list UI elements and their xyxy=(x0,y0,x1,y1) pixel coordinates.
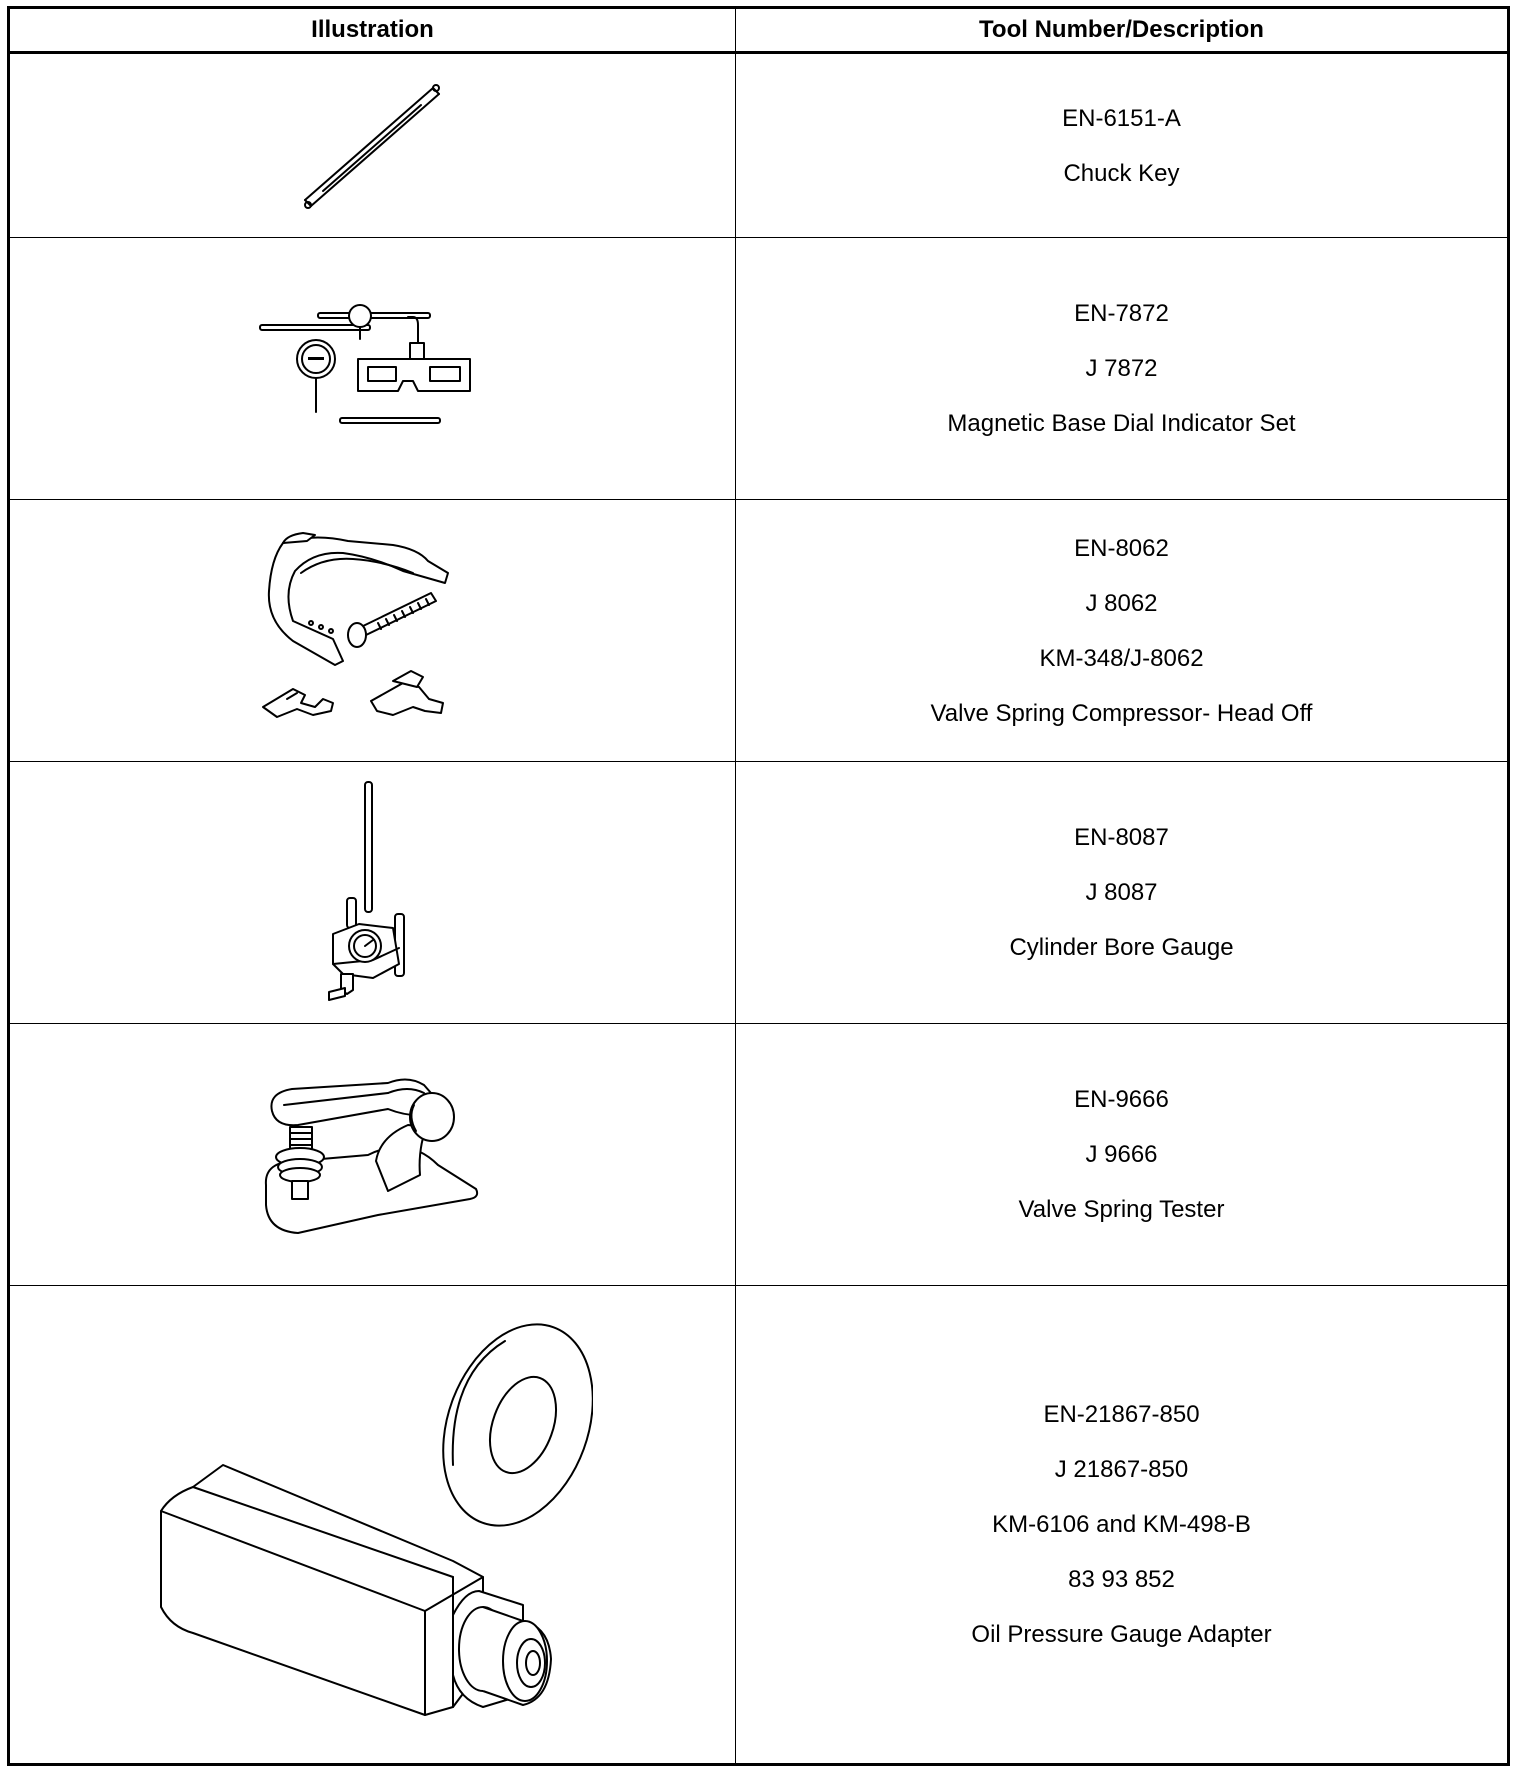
illustration-cell xyxy=(9,1024,736,1286)
tool-description: Cylinder Bore Gauge xyxy=(1009,934,1234,961)
table-row xyxy=(9,762,1509,1024)
tool-description: Chuck Key xyxy=(1063,159,1180,187)
description-cell xyxy=(736,1024,1509,1286)
tool-number: EN-8062 xyxy=(1074,534,1169,562)
tool-description: Valve Spring Compressor- Head Off xyxy=(930,699,1313,727)
illustration-cell xyxy=(9,500,736,762)
tool-number-alt: J 8087 xyxy=(1085,879,1158,906)
tool-number-alt: J 9666 xyxy=(1085,1141,1158,1168)
description-cell xyxy=(736,53,1509,238)
tool-number-km: KM-348/J-8062 xyxy=(1039,644,1204,672)
tool-number-alt: J 21867-850 xyxy=(1054,1456,1189,1483)
header-tool-number-description: Tool Number/Description xyxy=(736,8,1509,53)
description-cell xyxy=(736,762,1509,1024)
valve-spring-compressor-icon xyxy=(253,531,493,731)
header-illustration: Illustration xyxy=(9,8,736,53)
tool-description: Magnetic Base Dial Indicator Set xyxy=(947,410,1296,437)
dial-indicator-set-icon xyxy=(258,299,488,439)
tool-number-alt: J 8062 xyxy=(1085,589,1158,617)
table-row xyxy=(9,1024,1509,1286)
description-cell xyxy=(736,500,1509,762)
illustration-cell xyxy=(9,53,736,238)
tool-number: EN-8087 xyxy=(1074,824,1169,851)
cylinder-bore-gauge-icon xyxy=(313,778,433,1008)
tool-number: EN-9666 xyxy=(1074,1086,1169,1113)
table-row xyxy=(9,238,1509,500)
special-tools-table xyxy=(7,6,1510,1766)
tool-number-alt: J 7872 xyxy=(1085,355,1158,382)
description-cell xyxy=(736,238,1509,500)
illustration-cell xyxy=(9,238,736,500)
table-row xyxy=(9,1286,1509,1765)
tool-description: Oil Pressure Gauge Adapter xyxy=(971,1621,1272,1648)
oil-pressure-gauge-adapter-icon xyxy=(153,1315,593,1735)
tool-number: EN-6151-A xyxy=(1062,104,1181,132)
valve-spring-tester-icon xyxy=(258,1065,488,1245)
tool-part-number: 83 93 852 xyxy=(1068,1566,1175,1593)
tool-number: EN-21867-850 xyxy=(1043,1401,1200,1428)
illustration-cell xyxy=(9,1286,736,1765)
tool-number: EN-7872 xyxy=(1074,300,1169,327)
description-cell xyxy=(736,1286,1509,1765)
header-row xyxy=(9,8,1509,53)
table-row xyxy=(9,53,1509,238)
tool-description: Valve Spring Tester xyxy=(1018,1196,1225,1223)
chuck-key-icon xyxy=(293,76,453,216)
tool-number-km: KM-6106 and KM-498-B xyxy=(992,1511,1251,1538)
table-row xyxy=(9,500,1509,762)
illustration-cell xyxy=(9,762,736,1024)
